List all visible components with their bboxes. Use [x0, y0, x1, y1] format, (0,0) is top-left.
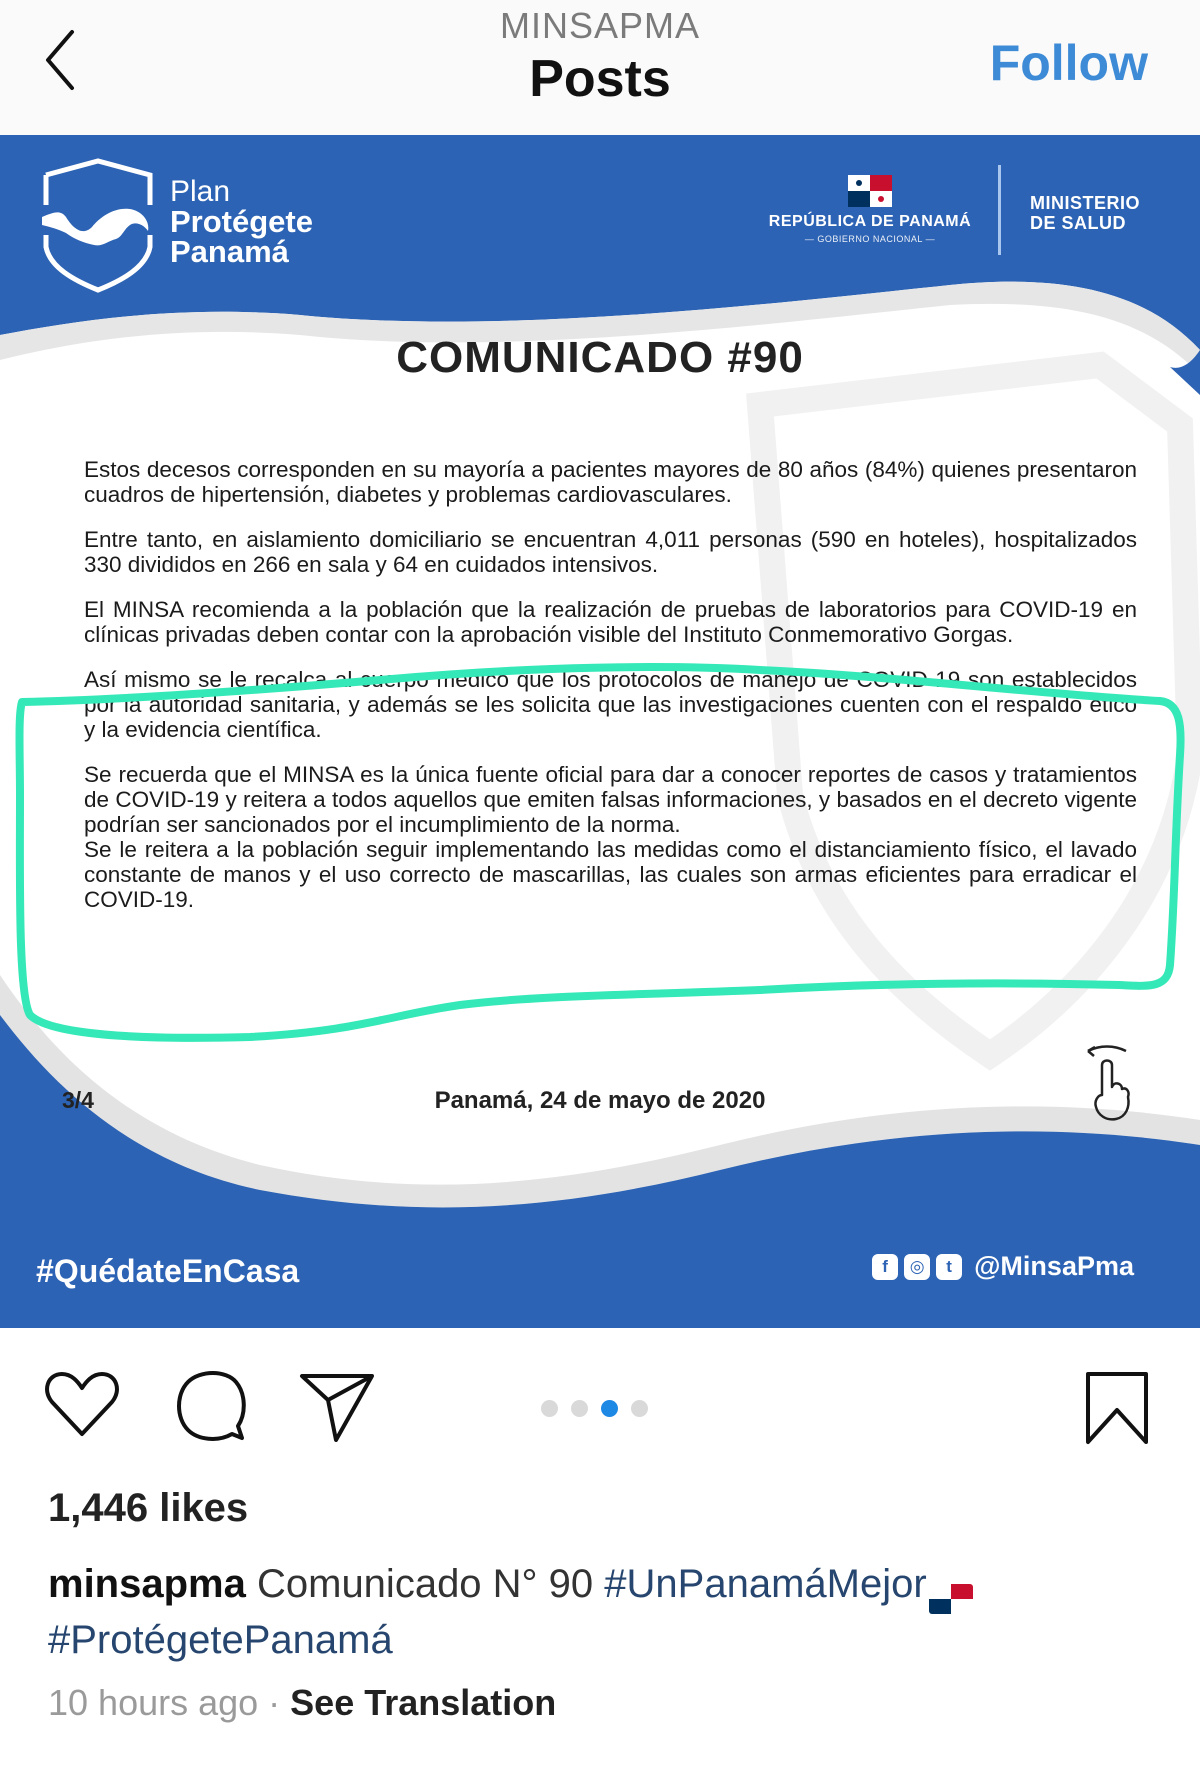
- logo-line-plan: Plan: [170, 175, 231, 208]
- logo-line-panama: Panamá: [170, 234, 289, 269]
- post-timestamp-row: [48, 1682, 556, 1724]
- paragraph: Así mismo se le recalca al cuerpo médico que los protocolos de manejo de COVID-19 son establecidos por la autoridad sanitaria, y además se les solicita que las investigaciones cuenten con el respaldo ético y la evidencia científica.: [84, 667, 1137, 742]
- post-caption: [48, 1558, 1168, 1667]
- paragraph: El MINSA recomienda a la población que la realización de pruebas de laboratorios para COVID-19 en clínicas privadas deben contar con la aprobación visible del Instituto Conmemorativo Gorgas.: [84, 597, 1137, 647]
- time-ago: 10 hours ago: [48, 1682, 259, 1723]
- post-image[interactable]: [0, 135, 1200, 1328]
- instagram-icon: ◎: [904, 1254, 930, 1280]
- ministry-line-1: MINISTERIO: [1030, 193, 1141, 213]
- post-actions-bar: [0, 1328, 1200, 1478]
- carousel-dot-active[interactable]: [601, 1400, 618, 1417]
- panama-flag-icon: [848, 175, 892, 207]
- paragraph: Se recuerda que el MINSA es la única fuente oficial para dar a conocer reportes de casos y tratamientos de COVID-19 y reitera a todos aquellos que emiten falsas informaciones, y basados en el decreto vigente podrían ser sancionados por el incumplimiento de la norma.: [84, 762, 1137, 837]
- government-title: REPÚBLICA DE PANAMÁ: [768, 213, 972, 230]
- page-number: 3/4: [62, 1087, 94, 1113]
- carousel-dot[interactable]: [541, 1400, 558, 1417]
- twitter-icon: t: [936, 1254, 962, 1280]
- post-meta: [0, 1478, 1200, 1772]
- header-divider: [998, 165, 1001, 255]
- footer-hashtag: #QuédateEnCasa: [36, 1253, 300, 1289]
- panama-flag-emoji-icon: [929, 1584, 973, 1614]
- ministry-line-2: DE SALUD: [1030, 213, 1127, 233]
- see-translation-link[interactable]: See Translation: [290, 1682, 557, 1723]
- heart-icon[interactable]: [44, 1370, 120, 1440]
- paragraph: Se le reitera a la población seguir implementando las medidas como el distanciamiento físico, el lavado constante de manos y el uso correcto de mascarillas, las cuales son armas eficientes para erradicar el COVID-19.: [84, 837, 1137, 912]
- carousel-dot[interactable]: [571, 1400, 588, 1417]
- document-title: COMUNICADO #90: [396, 333, 804, 382]
- page-title: Posts: [529, 50, 671, 108]
- comment-icon[interactable]: [174, 1368, 250, 1444]
- top-nav-bar: [0, 0, 1200, 135]
- facebook-icon: f: [872, 1254, 898, 1280]
- logo-line-protegete: Protégete: [170, 204, 313, 239]
- follow-button[interactable]: Follow: [989, 35, 1148, 91]
- bookmark-icon[interactable]: [1082, 1368, 1152, 1448]
- separator: ·: [268, 1682, 281, 1723]
- carousel-indicator: [541, 1400, 648, 1417]
- social-handle: @MinsaPma: [974, 1251, 1134, 1281]
- government-subtitle: — GOBIERNO NACIONAL —: [804, 234, 936, 244]
- document-date: Panamá, 24 de mayo de 2020: [434, 1087, 766, 1114]
- swipe-left-hand-icon: [1080, 1035, 1140, 1125]
- account-name: MINSAPMA: [499, 5, 701, 46]
- paragraph: Entre tanto, en aislamiento domiciliario se encuentran 4,011 personas (590 en hoteles), hospitalizados 330 divididos en 266 en sala y 64 en cuidados intensivos.: [84, 527, 1137, 577]
- hashtag-link[interactable]: #ProtégetePanamá: [48, 1618, 393, 1662]
- likes-count[interactable]: 1,446 likes: [48, 1486, 249, 1530]
- share-icon[interactable]: [298, 1370, 378, 1442]
- document-body: [84, 457, 1137, 932]
- social-handles: [872, 1251, 1134, 1282]
- caption-text: Comunicado N° 90: [256, 1562, 594, 1606]
- government-logo: [760, 175, 980, 244]
- hashtag-link[interactable]: #UnPanamáMejor: [604, 1562, 927, 1606]
- carousel-dot[interactable]: [631, 1400, 648, 1417]
- ministry-logo-text: [1030, 193, 1140, 233]
- plan-protegete-shield-logo: [38, 155, 158, 295]
- caption-username[interactable]: minsapma: [48, 1562, 246, 1606]
- plan-protegete-logo-text: [170, 177, 313, 267]
- paragraph: Estos decesos corresponden en su mayoría a pacientes mayores de 80 años (84%) quienes presentaron cuadros de hipertensión, diabetes y problemas cardiovasculares.: [84, 457, 1137, 507]
